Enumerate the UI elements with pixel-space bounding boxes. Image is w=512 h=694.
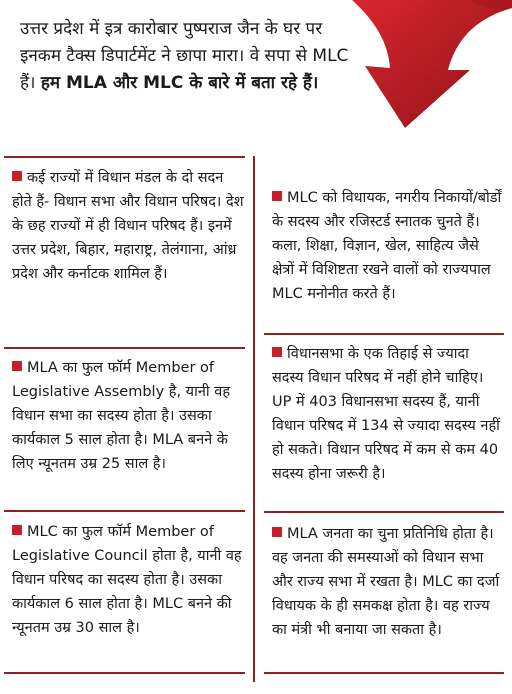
intro-normal: उत्तर प्रदेश में इत्र कारोबार पुष्पराज जैन के घर पर इनकम टैक्स डिपार्टमेंट ने छापा मारा। वे सपा से MLC हैं।: [20, 19, 349, 93]
bullet-square-icon: [272, 527, 282, 537]
bullet-square-icon: [12, 361, 22, 371]
left-block-2: MLA का फुल फॉर्म Member of Legislative Assembly है, यानी वह विधान सभा का सदस्य होता है। उसका कार्यकाल 5 साल होता है। MLA बनने के लिए न्यूनतम उम्र 25 साल है।: [12, 360, 231, 472]
divider-right-2: [264, 511, 504, 513]
divider-left-1: [4, 347, 245, 349]
right-block-3: MLA जनता का चुना प्रतिनिधि होता है। वह जनता की समस्याओं को विधान सभा और राज्य सभा में रखता है। MLC का दर्जा विधायक के ही समकक्ष होता है। वह राज्य का मंत्री भी बनाया जा सकता है।: [272, 526, 500, 638]
bullet-square-icon: [12, 171, 22, 181]
bullet-square-icon: [12, 525, 22, 535]
right-block-1: MLC को विधायक, नगरीय निकायों/बोर्डों के सदस्य और रजिस्टर्ड स्नातक चुनते हैं। कला, शिक्षा, विज्ञान, खेल, साहित्य जैसे क्षेत्रों में विशिष्टता रखने वालों को राज्यपाल MLC मनोनीत करते हैं।: [272, 190, 502, 302]
left-block-1: कई राज्यों में विधान मंडल के दो सदन होते हैं- विधान सभा और विधान परिषद। देश के छह राज्यों में ही विधान परिषद हैं। इनमें उत्तर प्रदेश, बिहार, महाराष्ट्र, तेलंगाना, आंध्र प्रदेश और कर्नाटक शामिल हैं।: [12, 170, 244, 282]
intro-bold: हम MLA और MLC के बारे में बता रहे हैं।: [40, 73, 319, 93]
column-divider: [253, 156, 255, 682]
divider-left-top: [4, 156, 245, 158]
intro-text: [20, 16, 360, 97]
divider-left-2: [4, 510, 245, 512]
divider-left-bottom: [4, 672, 245, 674]
bullet-square-icon: [272, 191, 282, 201]
divider-right-1: [264, 333, 504, 335]
divider-right-bottom: [264, 672, 504, 674]
bullet-square-icon: [272, 347, 282, 357]
left-block-3: MLC का फुल फॉर्म Member of Legislative Council होता है, यानी वह विधान परिषद का सदस्य होता है। उसका कार्यकाल 6 साल होता है। MLC बनने की न्यूनतम उम्र 30 साल है।: [12, 524, 242, 636]
right-block-2: विधानसभा के एक तिहाई से ज्यादा सदस्य विधान परिषद में नहीं होने चाहिए। UP में 403 विधानसभा सदस्य हैं, यानी विधान परिषद में 134 से ज्यादा सदस्य नहीं हो सकते। विधान परिषद में कम से कम 40 सदस्य होना जरूरी है।: [272, 346, 500, 482]
